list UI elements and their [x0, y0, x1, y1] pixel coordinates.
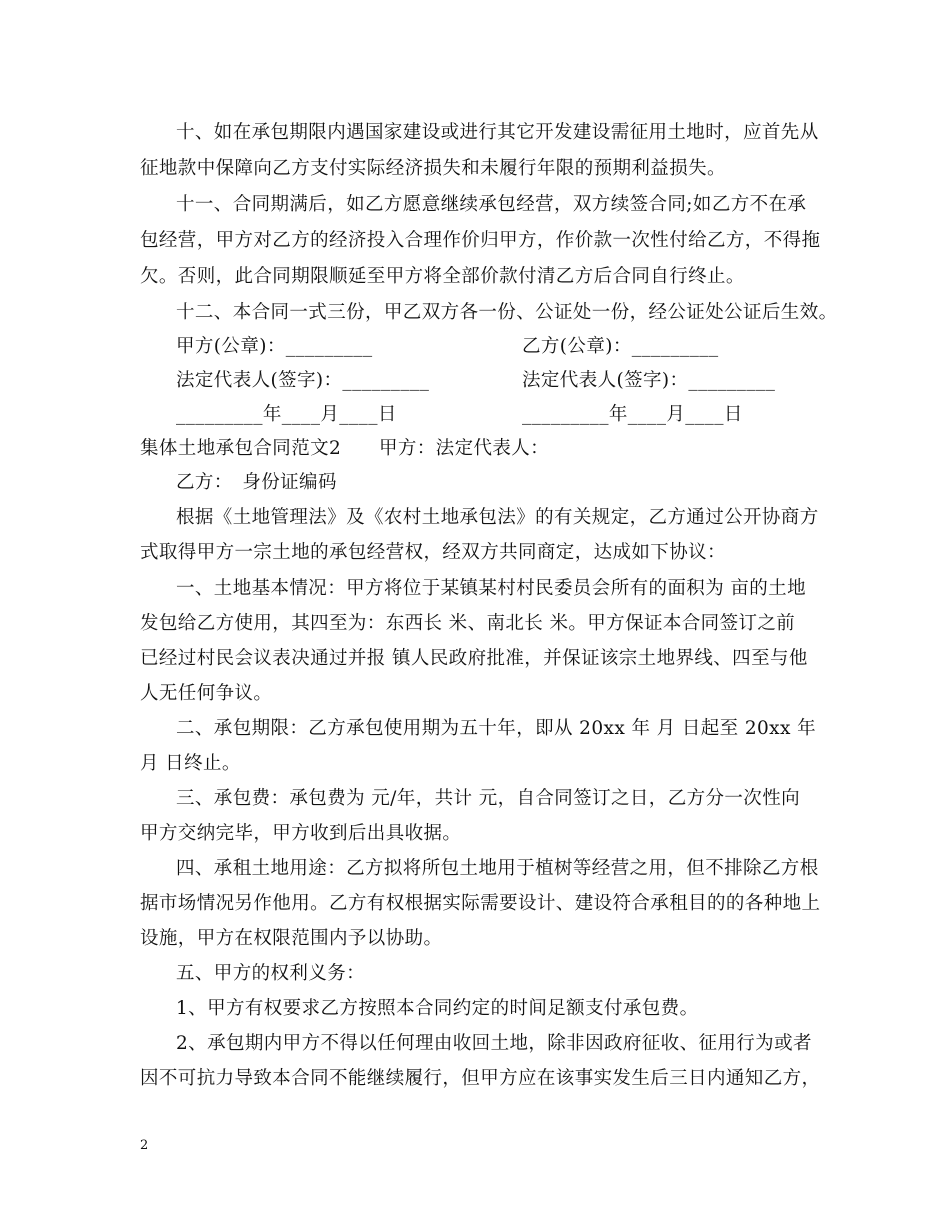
- party-a-seal: 甲方(公章)：_________: [176, 336, 373, 357]
- page-number: 2: [140, 1138, 149, 1153]
- party-b-representative: 法定代表人(签字)：_________: [522, 370, 776, 391]
- clause-2-line-2: 月 日终止。: [140, 753, 241, 774]
- party-a-date: _________年____月____日: [176, 404, 397, 425]
- paragraph-11-line-2: 包经营，甲方对乙方的经济投入合理作价归甲方，作价款一次性付给乙方，不得拖: [140, 230, 821, 251]
- party-b-id: 乙方： 身份证编码: [176, 472, 337, 493]
- clause-5-item-2-line-1: 2、承包期内甲方不得以任何理由收回土地，除非因政府征收、征用行为或者: [176, 1033, 812, 1054]
- party-a-representative: 法定代表人(签字)：_________: [176, 370, 430, 391]
- clause-3-line-2: 甲方交纳完毕，甲方收到后出具收据。: [140, 823, 462, 844]
- paragraph-11-line-3: 欠。否则，此合同期限顺延至甲方将全部价款付清乙方后合同自行终止。: [140, 266, 745, 287]
- intro-line-1: 根据《土地管理法》及《农村土地承包法》的有关规定，乙方通过公开协商方: [176, 507, 819, 528]
- paragraph-11-line-1: 十一、合同期满后，如乙方愿意继续承包经营，双方续签合同;如乙方不在承: [176, 194, 807, 215]
- clause-5-item-1: 1、甲方有权要求乙方按照本合同约定的时间足额支付承包费。: [176, 998, 699, 1019]
- paragraph-10-line-1: 十、如在承包期限内遇国家建设或进行其它开发建设需征用土地时，应首先从: [176, 122, 819, 143]
- section-title: 集体土地承包合同范文2 甲方：法定代表人：: [140, 438, 550, 459]
- clause-1-line-4: 人无任何争议。: [140, 683, 273, 704]
- clause-4-line-3: 设施，甲方在权限范围内予以协助。: [140, 928, 443, 949]
- clause-1-line-2: 发包给乙方使用，其四至为：东西长 米、南北长 米。甲方保证本合同签订之前: [140, 613, 796, 634]
- clause-1-line-1: 一、土地基本情况：甲方将位于某镇某村村民委员会所有的面积为 亩的土地: [176, 578, 806, 599]
- paragraph-12: 十二、本合同一式三份，甲乙双方各一份、公证处一份，经公证处公证后生效。: [176, 302, 838, 323]
- clause-5-heading: 五、甲方的权利义务：: [176, 963, 366, 984]
- clause-1-line-3: 已经过村民会议表决通过并报 镇人民政府批准，并保证该宗土地界线、四至与他: [140, 648, 808, 669]
- intro-line-2: 式取得甲方一宗土地的承包经营权，经双方共同商定，达成如下协议：: [140, 542, 726, 563]
- clause-5-item-2-line-2: 因不可抗力导致本合同不能继续履行，但甲方应在该事实发生后三日内通知乙方，: [140, 1068, 821, 1089]
- party-b-date: _________年____月____日: [522, 404, 743, 425]
- clause-4-line-2: 据市场情况另作他用。乙方有权根据实际需要设计、建设符合承租目的的各种地上: [140, 893, 821, 914]
- clause-3-line-1: 三、承包费：承包费为 元/年，共计 元，自合同签订之日，乙方分一次性向: [176, 788, 800, 809]
- clause-4-line-1: 四、承租土地用途：乙方拟将所包土地用于植树等经营之用，但不排除乙方根: [176, 858, 819, 879]
- clause-2-line-1: 二、承包期限：乙方承包使用期为五十年，即从 20xx 年 月 日起至 20xx 年: [176, 718, 817, 739]
- paragraph-10-line-2: 征地款中保障向乙方支付实际经济损失和未履行年限的预期利益损失。: [140, 158, 726, 179]
- party-b-seal: 乙方(公章)：_________: [522, 336, 719, 357]
